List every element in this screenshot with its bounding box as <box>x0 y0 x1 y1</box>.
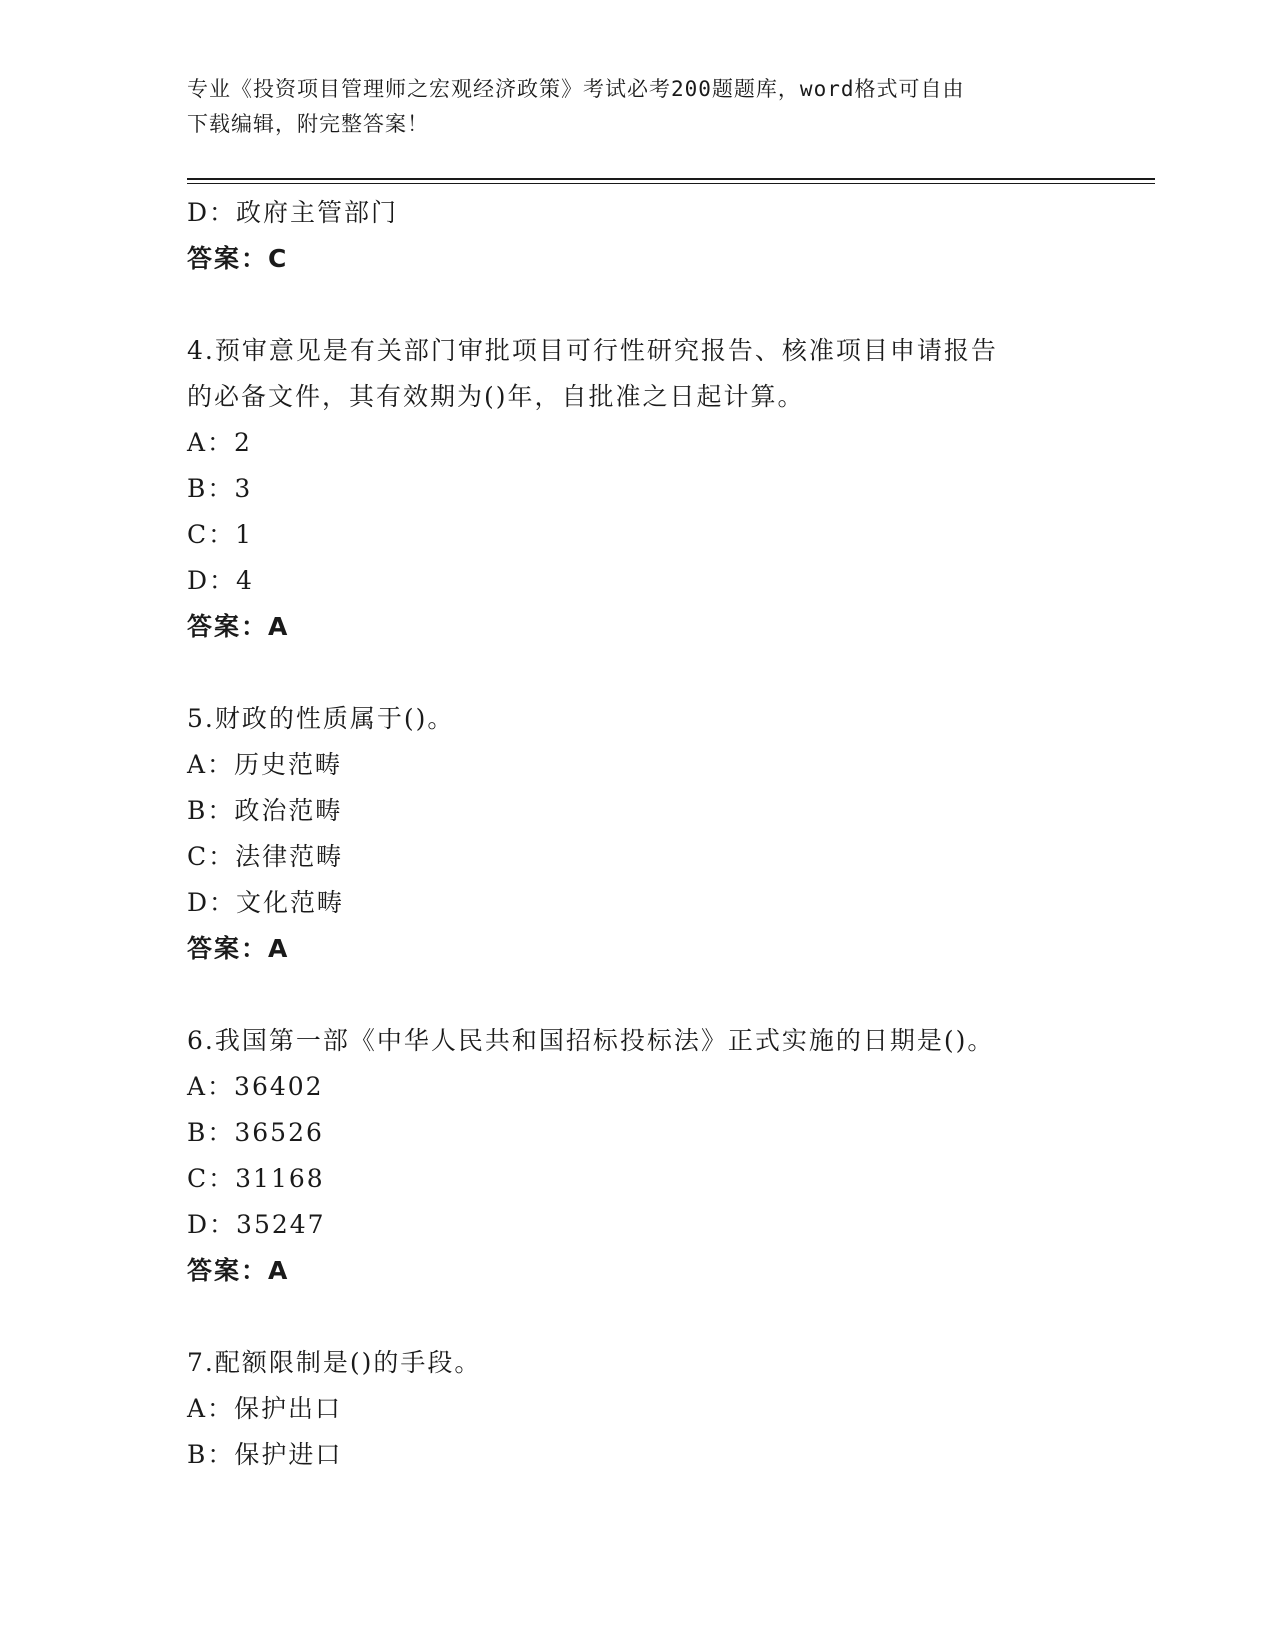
question-stem-line: 的必备文件，其有效期为()年，自批准之日起计算。 <box>187 382 805 411</box>
option-c: C：31168 <box>187 1164 325 1193</box>
answer: 答案：A <box>187 612 290 641</box>
option-c: C：法律范畴 <box>187 842 344 871</box>
question-4 <box>187 328 1087 650</box>
question-list <box>187 190 1087 1478</box>
question-stem-line: 4.预审意见是有关部门审批项目可行性研究报告、核准项目申请报告 <box>187 336 998 365</box>
question-7 <box>187 1340 1087 1478</box>
option-a: A：36402 <box>187 1072 324 1101</box>
option-c: C：1 <box>187 520 254 549</box>
spacer <box>187 972 1087 1018</box>
question-stem-line: 7.配额限制是()的手段。 <box>187 1348 482 1377</box>
question-6 <box>187 1018 1087 1294</box>
option-b: B：保护进口 <box>187 1440 343 1469</box>
option-d: D：文化范畴 <box>187 888 345 917</box>
carryover-answer: 答案：C <box>187 244 289 273</box>
question-stem-line: 6.我国第一部《中华人民共和国招标投标法》正式实施的日期是()。 <box>187 1026 995 1055</box>
option-b: B：3 <box>187 474 253 503</box>
option-a: A：保护出口 <box>187 1394 343 1423</box>
option-a: A：历史范畴 <box>187 750 343 779</box>
header-divider-thin <box>187 183 1155 184</box>
spacer <box>187 650 1087 696</box>
answer: 答案：A <box>187 934 290 963</box>
spacer <box>187 1294 1087 1340</box>
header-line-2: 下载编辑，附完整答案！ <box>187 112 429 136</box>
header-divider-thick <box>187 178 1155 180</box>
option-d: D：35247 <box>187 1210 326 1239</box>
option-b: B：36526 <box>187 1118 324 1147</box>
spacer <box>187 282 1087 328</box>
document-header <box>187 72 1087 142</box>
option-a: A：2 <box>187 428 252 457</box>
answer: 答案：A <box>187 1256 290 1285</box>
option-b: B：政治范畴 <box>187 796 343 825</box>
question-stem-line: 5.财政的性质属于()。 <box>187 704 455 733</box>
option-d: D：4 <box>187 566 254 595</box>
carryover-option-d: D：政府主管部门 <box>187 198 399 227</box>
question-5 <box>187 696 1087 972</box>
header-line-1: 专业《投资项目管理师之宏观经济政策》考试必考200题题库，word格式可自由 <box>187 77 965 101</box>
